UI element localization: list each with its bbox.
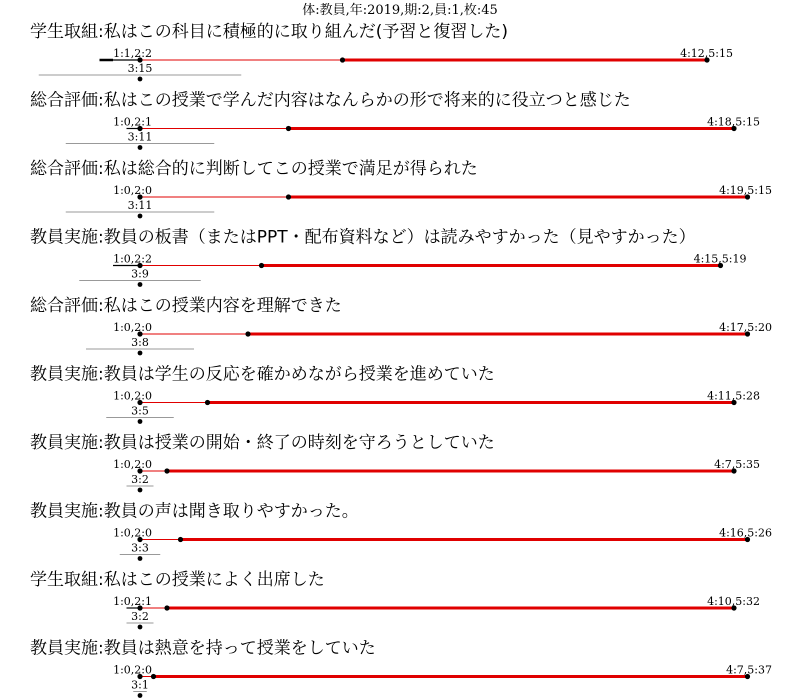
label-mid: 3:11	[127, 130, 153, 144]
label-left: 1:0,2:1	[113, 115, 152, 129]
question-row	[30, 228, 747, 287]
bar-score-3-marker	[164, 468, 169, 473]
label-right: 4:16,5:26	[719, 526, 772, 540]
neutral-marker	[138, 693, 143, 698]
label-right: 4:15,5:19	[693, 252, 747, 266]
bar-score-3-marker	[259, 263, 264, 268]
question-row	[30, 433, 760, 492]
label-left: 1:0,2:1	[113, 595, 152, 608]
question-title: 教員実施:教員の声は聞き取りやすかった。	[30, 501, 359, 522]
label-mid: 3:9	[131, 267, 149, 281]
neutral-marker	[138, 214, 143, 219]
neutral-marker	[138, 625, 143, 630]
label-left: 1:0,2:0	[113, 663, 152, 677]
label-mid: 3:11	[127, 199, 153, 212]
chart-rows	[30, 22, 772, 698]
question-row	[30, 296, 772, 355]
neutral-marker	[138, 77, 143, 82]
question-row	[30, 502, 772, 561]
question-title: 学生取組:私はこの授業によく出席した	[30, 570, 325, 590]
neutral-marker	[138, 145, 143, 150]
label-right: 4:7,5:37	[726, 663, 772, 677]
question-row	[30, 570, 760, 629]
question-row	[30, 365, 760, 424]
label-right: 4:18,5:15	[707, 115, 760, 129]
label-mid: 3:8	[131, 336, 149, 349]
question-title: 学生取組:私はこの科目に積極的に取り組んだ(予習と復習した)	[30, 22, 508, 42]
label-left: 1:0,2:0	[113, 389, 152, 403]
label-right: 4:17,5:20	[719, 321, 772, 334]
label-left: 1:0,2:0	[113, 321, 152, 334]
label-left: 1:0,2:0	[113, 184, 152, 197]
question-row	[30, 22, 733, 81]
label-right: 4:11,5:28	[707, 389, 760, 403]
bar-score-3-marker	[340, 57, 345, 62]
question-title: 教員実施:教員の板書（またはPPT・配布資料など）は読みやすかった（見やすかった）	[30, 227, 696, 248]
label-mid: 3:5	[131, 404, 149, 418]
label-left: 1:0,2:0	[113, 458, 152, 471]
label-left: 1:0,2:2	[113, 252, 152, 266]
neutral-marker	[138, 556, 143, 561]
bar-score-3-marker	[286, 126, 291, 131]
label-mid: 3:1	[131, 678, 149, 692]
question-title: 総合評価:私は総合的に判断してこの授業で満足が得られた	[30, 159, 478, 179]
label-right: 4:19,5:15	[719, 184, 772, 197]
label-mid: 3:2	[131, 610, 149, 623]
bar-score-3-marker	[245, 331, 250, 336]
label-mid: 3:3	[131, 541, 149, 555]
question-title: 教員実施:教員は熱意を持って授業をしていた	[30, 638, 376, 659]
label-right: 4:7,5:35	[714, 458, 760, 471]
question-title: 総合評価:私はこの授業で学んだ内容はなんらかの形で将来的に役立つと感じた	[30, 90, 631, 111]
bar-score-3-marker	[178, 537, 183, 542]
question-row	[30, 639, 772, 698]
neutral-marker	[138, 282, 143, 287]
neutral-marker	[138, 488, 143, 493]
bar-score-3-marker	[205, 400, 210, 405]
question-title: 教員実施:教員は学生の反応を確かめながら授業を進めていた	[30, 364, 495, 385]
label-mid: 3:15	[127, 62, 153, 75]
bar-score-3-marker	[164, 605, 169, 610]
label-left: 1:1,2:2	[113, 47, 152, 60]
question-title: 教員実施:教員は授業の開始・終了の時刻を守ろうとしていた	[30, 433, 495, 453]
label-right: 4:12,5:15	[680, 47, 733, 60]
chart-header: 体:教員,年:2019,期:2,員:1,枚:45	[302, 3, 498, 18]
question-row	[30, 159, 772, 218]
label-mid: 3:2	[131, 473, 149, 486]
bar-score-3-marker	[286, 194, 291, 199]
question-title: 総合評価:私はこの授業内容を理解できた	[30, 296, 342, 316]
neutral-marker	[138, 351, 143, 356]
label-right: 4:10,5:32	[707, 595, 760, 608]
label-left: 1:0,2:0	[113, 526, 152, 540]
question-row	[30, 91, 760, 150]
neutral-marker	[138, 419, 143, 424]
